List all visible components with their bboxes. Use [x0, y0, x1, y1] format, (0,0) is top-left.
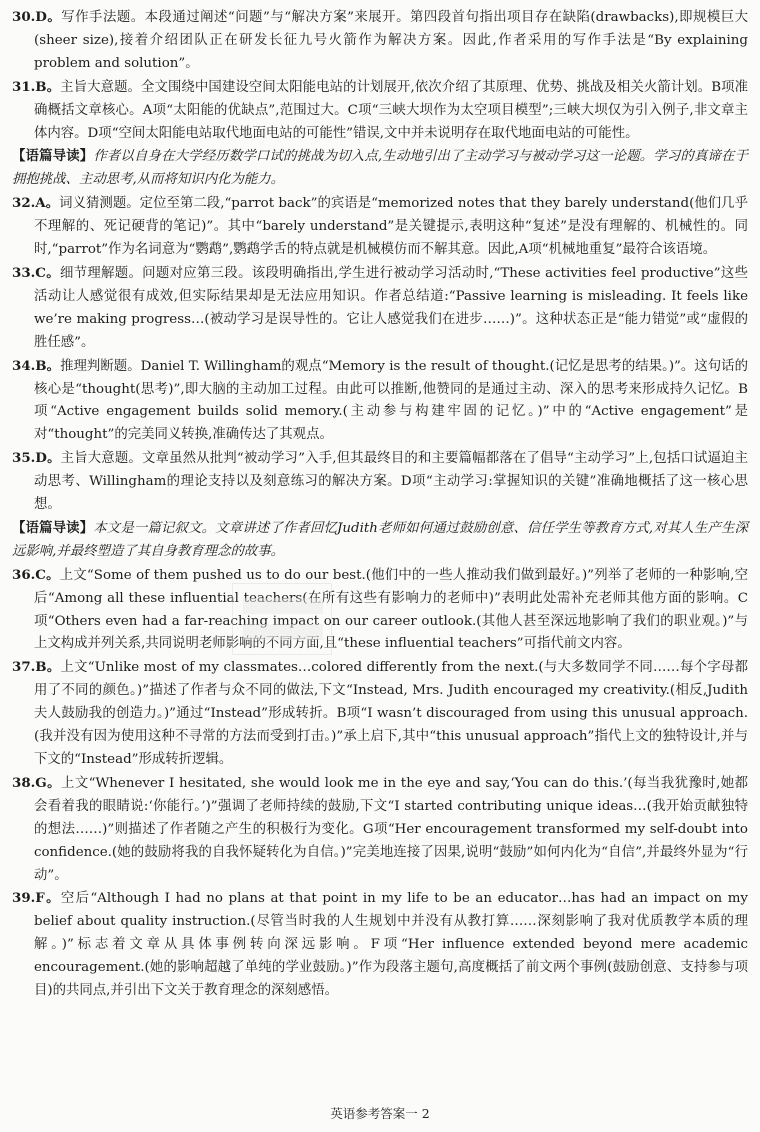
- answer-number: 38.G。: [12, 774, 62, 791]
- answer-number: 36.C。: [12, 566, 60, 583]
- answer-item: [12, 192, 748, 262]
- answer-item: [12, 564, 748, 657]
- answer-explanation: 上文“Some of them pushed us to do our best.(他们中的一些人推动我们做到最好。)”列举了老师的一种影响,空后“Among all these influential teachers(在所有这些有影响力的老师中)”表明此处需补充老师其他方面的影响。C项“Others even had a far-reaching impact on our career outlook.(其他人甚至深远地影响了我们的职业观。)”与上文构成并列关系,共同说明老师影响的不同方面,且“these influential teachers”可指代前文内容。: [34, 567, 748, 652]
- guide-text: 本文是一篇记叙文。文章讲述了作者回忆Judith老师如何通过鼓励创意、信任学生等教育方式,对其人生产生深远影响,并最终塑造了其自身教育理念的故事。: [12, 520, 748, 559]
- answer-explanation: 细节理解题。问题对应第三段。该段明确指出,学生进行被动学习活动时,“These activities feel productive”这些活动让人感觉很有成效,但实际结果却是无法应用知识。作者总结道:“Passive learning is misleading. It feels like we’re making progress…(被动学习是误导性的。它让人感觉我们在进步……)”。这种状态正是“能力错觉”或“虚假的胜任感”。: [34, 265, 748, 350]
- answer-explanation: 主旨大意题。全文围绕中国建设空间太阳能电站的计划展开,依次介绍了其原理、优势、挑战及相关火箭计划。B项准确概括文章核心。A项“太阳能的优缺点”,范围过大。C项“三峡大坝作为太空项目模型”;三峡大坝仅为引入例子,非文章主体内容。D项“空间太阳能电站取代地面电站的可能性”错误,文中并未说明存在取代地面电站的可能性。: [34, 79, 748, 141]
- answer-item: [12, 447, 748, 517]
- guide-label: 【语篇导读】: [12, 519, 94, 536]
- answer-item: [12, 355, 748, 448]
- guide-label: 【语篇导读】: [12, 148, 94, 165]
- answer-explanation: 空后“Although I had no plans at that point in my life to be an educator…has had an impact on my belief about quality instruction.(尽管当时我的人生规划中并没有从教打算……深刻影响了我对优质教学本质的理解。)”标志着文章从具体事例转向深远影响。F项“Her influence extended beyond mere academic encouragement.(她的影响超越了单纯的学业鼓励。)”作为段落主题句,高度概括了前文两个事例(鼓励创意、支持参与项目)的共同点,并引出下文关于教育理念的深刻感悟。: [34, 891, 748, 999]
- answer-explanation: 推理判断题。Daniel T. Willingham的观点“Memory is the result of thought.(记忆是思考的结果。)”。这句话的核心是“thought(思考)”,即大脑的主动加工过程。由此可以推断,他赞同的是通过主动、深入的思考来形成持久记忆。B项“Active engagement builds solid memory.(主动参与构建牢固的记忆。)”中的“Active engagement”是对“thought”的完美同义转换,准确传达了其观点。: [34, 358, 748, 443]
- guide-text: 作者以自身在大学经历数学口试的挑战为切入点,生动地引出了主动学习与被动学习这一论题。学习的真谛在于拥抱挑战、主动思考,从而将知识内化为能力。: [12, 149, 748, 188]
- answer-number: 39.F。: [12, 890, 61, 907]
- answer-number: 37.B。: [12, 659, 61, 676]
- answer-explanation: 主旨大意题。文章虽然从批判“被动学习”入手,但其最终目的和主要篇幅都落在了倡导“主动学习”上,包括口试逼迫主动思考、Willingham的理论支持以及刻意练习的解决方案。D项“主动学习:掌握知识的关键”准确地概括了这一核心思想。: [34, 451, 748, 513]
- answer-explanation: 写作手法题。本段通过阐述“问题”与“解决方案”来展开。第四段首句指出项目存在缺陷(drawbacks),即规模巨大(sheer size),接着介绍团队正在研发长征九号火箭作为解决方案。因此,作者采用的写作手法是“By explaining problem and solution”。: [34, 10, 748, 71]
- passage-guide: [12, 145, 748, 192]
- answer-item: [12, 6, 748, 76]
- answer-item: [12, 76, 748, 146]
- answer-explanation: 上文“Whenever I hesitated, she would look me in the eye and say,‘You can do this.’(每当我犹豫时,她都会看着我的眼睛说:‘你能行。’)”强调了老师持续的鼓励,下文“I started contributing unique ideas…(我开始贡献独特的想法……)”则描述了作者随之产生的积极行为变化。G项“Her encouragement transformed my self-doubt into confidence.(她的鼓励将我的自我怀疑转化为自信。)”完美地连接了因果,说明“鼓励”如何内化为“自信”,并最终外显为“行动”。: [34, 775, 748, 883]
- answer-item: [12, 772, 748, 888]
- answer-list: [12, 6, 748, 1003]
- answer-item: [12, 887, 748, 1003]
- page-footer: 英语参考答案一 2: [330, 1106, 430, 1121]
- answer-number: 35.D。: [12, 450, 61, 467]
- answer-number: 31.B。: [12, 78, 61, 95]
- answer-item: [12, 656, 748, 772]
- passage-guide: [12, 517, 748, 564]
- answer-item: [12, 262, 748, 355]
- answer-number: 30.D。: [12, 9, 62, 25]
- answer-number: 32.A。: [12, 195, 60, 212]
- answer-explanation: 上文“Unlike most of my classmates…colored differently from the next.(与大多数同学不同……每个字母都用了不同的颜色。)”描述了作者与众不同的做法,下文“Instead, Mrs. Judith encouraged my creativity.(相反,Judith夫人鼓励我的创造力。)”通过“Instead”形成转折。B项“I wasn’t discouraged from using this unusual approach.(我并没有因为使用这种不寻常的方法而受到打击。)”承上启下,其中“this unusual approach”指代上文的独特设计,并与下文的“Instead”形成转折逻辑。: [34, 660, 748, 767]
- answer-explanation: 词义猜测题。定位至第二段,“parrot back”的宾语是“memorized notes that they barely understand(他们几乎不理解的、死记硬背的笔记)”。其中“barely understand”是关键提示,表明这种“复述”是没有理解的、机械性的。同时,“parrot”作为名词意为“鹦鹉”,鹦鹉学舌的特点就是机械模仿而不解其意。因此,A项“机械地重复”最符合该语境。: [34, 196, 748, 258]
- answer-number: 33.C。: [12, 264, 60, 281]
- answer-number: 34.B。: [12, 357, 61, 374]
